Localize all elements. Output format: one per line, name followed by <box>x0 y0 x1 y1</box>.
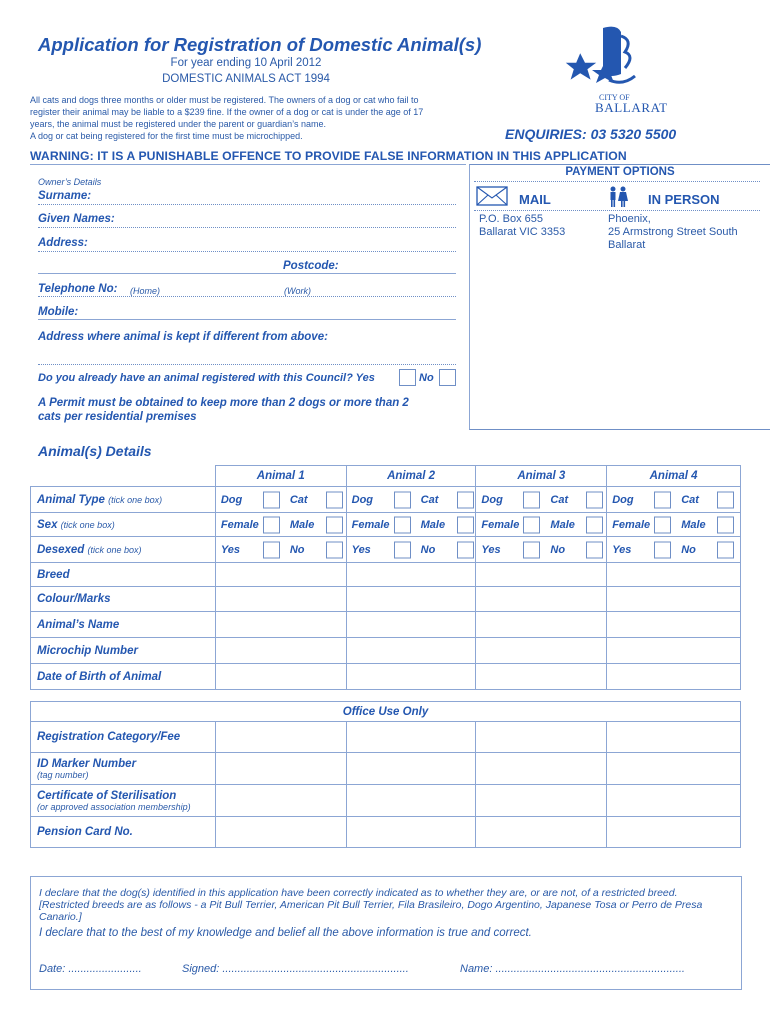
animal-type-option-checkbox[interactable] <box>326 491 343 508</box>
intro-text <box>30 94 480 142</box>
mail-envelope-icon <box>476 186 508 206</box>
colour-marks-field[interactable] <box>346 587 476 612</box>
already-registered-question: Do you already have an animal registered with this Council? Yes <box>38 372 375 384</box>
registered-no-checkbox[interactable] <box>439 369 456 386</box>
colour-marks-field[interactable] <box>607 587 741 612</box>
animal-type-cell <box>607 487 741 513</box>
pension-card-field[interactable] <box>607 817 741 848</box>
animal-type-option-checkbox[interactable] <box>523 491 540 508</box>
sex-option-checkbox[interactable] <box>263 516 280 533</box>
declaration-restricted-breeds <box>39 887 739 923</box>
desexed-option-checkbox[interactable] <box>326 541 343 558</box>
animal-4-header: Animal 4 <box>607 466 741 487</box>
sterilisation-label: Certificate of Sterilisation <box>37 789 177 802</box>
mobile-field[interactable] <box>38 319 456 320</box>
registration-category-field[interactable] <box>346 722 476 753</box>
date-of-birth-label: Date of Birth of Animal <box>31 664 216 690</box>
desexed-option-checkbox[interactable] <box>523 541 540 558</box>
office-use-title: Office Use Only <box>31 702 741 722</box>
animal-type-label: Animal Type <box>37 493 105 506</box>
city-logo <box>565 22 675 118</box>
registered-yes-checkbox[interactable] <box>399 369 416 386</box>
desexed-option-checkbox[interactable] <box>654 541 671 558</box>
animal-type-option-checkbox[interactable] <box>263 491 280 508</box>
payment-title-rule <box>474 181 760 182</box>
sex-label: Sex <box>37 518 58 531</box>
desexed-option-checkbox[interactable] <box>717 541 734 558</box>
date-of-birth-field[interactable] <box>215 664 346 690</box>
animal-type-option-label: Cat <box>681 493 699 506</box>
surname-field[interactable] <box>38 204 456 205</box>
date-of-birth-field[interactable] <box>607 664 741 690</box>
tick-one-hint: (tick one box) <box>60 519 115 530</box>
signed-field[interactable]: Signed: ............................................................. <box>182 963 409 975</box>
logo-city-of: CITY OF <box>599 93 630 102</box>
in-person-people-icon <box>607 186 629 208</box>
pension-card-field[interactable] <box>215 817 346 848</box>
id-marker-field[interactable] <box>346 753 476 785</box>
animal-type-option-label: Cat <box>550 493 569 506</box>
breed-field[interactable] <box>346 563 476 587</box>
sex-option-checkbox[interactable] <box>586 516 603 533</box>
permit-notice-line: cats per residential premises <box>38 411 197 423</box>
id-marker-sub: (tag number) <box>37 769 89 780</box>
animal-1-header: Animal 1 <box>215 466 346 487</box>
sex-cell <box>346 513 476 537</box>
date-field[interactable]: Date: ........................ <box>39 963 142 975</box>
animal-table-corner <box>31 466 216 487</box>
breed-label: Breed <box>31 563 216 587</box>
payment-options-title: PAYMENT OPTIONS <box>565 166 675 178</box>
animal-type-row-label <box>31 487 216 513</box>
mobile-label: Mobile: <box>38 306 79 318</box>
sterilisation-field[interactable] <box>215 785 346 817</box>
animal-type-option-checkbox[interactable] <box>717 491 734 508</box>
animal-type-cell <box>346 487 476 513</box>
registration-category-label: Registration Category/Fee <box>31 722 216 753</box>
desexed-option-checkbox[interactable] <box>457 541 474 558</box>
mail-label: MAIL <box>519 192 551 207</box>
declaration-line: I declare that the dog(s) identified in this application have been correctly indicated as to whether they are, or are not, of a restricted breed. <box>39 887 678 899</box>
desexed-option-label: No <box>289 543 305 556</box>
given-names-label: Given Names: <box>38 213 115 225</box>
intro-line: register their animal may be liable to a $239 fine. If the owner of a dog or cat is under the age of 17 <box>30 107 424 117</box>
breed-field[interactable] <box>607 563 741 587</box>
sex-option-label: Female <box>481 518 520 531</box>
declaration-line: [Restricted breeds are as follows - a Pit Bull Terrier, American Pit Bull Terrier, Fila Brasileiro, Dogo Argentino, Japanese Tosa or Perro de Presa <box>39 899 703 911</box>
animal-type-cell <box>476 487 607 513</box>
animal-type-option-checkbox[interactable] <box>457 491 474 508</box>
tick-one-hint: (tick one box) <box>87 544 142 555</box>
animal-name-field[interactable] <box>607 612 741 638</box>
desexed-cell <box>607 537 741 563</box>
sex-option-checkbox[interactable] <box>523 516 540 533</box>
desexed-label: Desexed <box>37 543 85 556</box>
address-field[interactable] <box>38 251 456 252</box>
sex-row-label <box>31 513 216 537</box>
work-phone-label: (Work) <box>284 286 311 296</box>
sex-option-checkbox[interactable] <box>326 516 343 533</box>
desexed-option-label: Yes <box>220 543 241 556</box>
sex-cell <box>476 513 607 537</box>
animal-name-field[interactable] <box>476 612 607 638</box>
year-ending: For year ending 10 April 2012 <box>170 57 322 69</box>
desexed-option-checkbox[interactable] <box>263 541 280 558</box>
animal-address-label: Address where animal is kept if different from above: <box>38 331 328 343</box>
intro-line: A dog or cat being registered for the first time must be microchipped. <box>30 131 303 141</box>
enquiries-phone: ENQUIRIES: 03 5320 5500 <box>505 126 677 142</box>
sex-option-label: Female <box>351 518 390 531</box>
id-marker-cell <box>31 753 216 785</box>
act-name: DOMESTIC ANIMALS ACT 1994 <box>162 73 330 85</box>
declaration-true-correct: I declare that to the best of my knowledge and belief all the above information is true and correct. <box>39 927 532 939</box>
in-person-address-line: Ballarat <box>608 239 646 251</box>
desexed-option-label: No <box>420 543 436 556</box>
telephone-field[interactable] <box>38 296 456 297</box>
id-marker-field[interactable] <box>215 753 346 785</box>
breed-field[interactable] <box>476 563 607 587</box>
sterilisation-field[interactable] <box>476 785 607 817</box>
breed-field[interactable] <box>215 563 346 587</box>
sterilisation-sub: (or approved association membership) <box>37 801 191 812</box>
intro-line: All cats and dogs three months or older must be registered. The owners of a dog or cat who fail to <box>30 95 419 105</box>
animal-name-field[interactable] <box>215 612 346 638</box>
tick-one-hint: (tick one box) <box>108 494 163 505</box>
sex-option-label: Female <box>612 518 651 531</box>
pension-card-field[interactable] <box>346 817 476 848</box>
animal-type-option-checkbox[interactable] <box>394 491 411 508</box>
logo-ballarat: BALLARAT <box>595 100 668 115</box>
sex-option-checkbox[interactable] <box>394 516 411 533</box>
sex-cell <box>607 513 741 537</box>
desexed-cell <box>476 537 607 563</box>
animal-3-header: Animal 3 <box>476 466 607 487</box>
in-person-address <box>608 213 738 252</box>
id-marker-label: ID Marker Number <box>37 757 137 770</box>
microchip-label: Microchip Number <box>31 638 216 664</box>
given-names-field[interactable] <box>38 227 456 228</box>
desexed-option-checkbox[interactable] <box>394 541 411 558</box>
name-field[interactable]: Name: .............................................................. <box>460 963 685 975</box>
sex-option-label: Male <box>420 518 446 531</box>
animal-details-table <box>30 465 741 690</box>
payment-header-rule <box>474 210 760 211</box>
colour-marks-label: Colour/Marks <box>31 587 216 612</box>
desexed-option-label: No <box>681 543 696 556</box>
animal-name-label: Animal’s Name <box>31 612 216 638</box>
in-person-label: IN PERSON <box>648 192 720 207</box>
sterilisation-cell <box>31 785 216 817</box>
in-person-address-line: 25 Armstrong Street South <box>608 226 738 238</box>
sex-cell <box>215 513 346 537</box>
declaration-line: Canario.] <box>39 911 82 923</box>
date-of-birth-field[interactable] <box>346 664 476 690</box>
sex-option-checkbox[interactable] <box>717 516 734 533</box>
desexed-option-label: No <box>550 543 566 556</box>
desexed-cell <box>215 537 346 563</box>
desexed-row-label <box>31 537 216 563</box>
mail-address <box>479 213 565 239</box>
registration-category-field[interactable] <box>215 722 346 753</box>
animal-type-option-label: Cat <box>289 493 308 506</box>
registration-category-field[interactable] <box>476 722 607 753</box>
permit-notice-line: A Permit must be obtained to keep more than 2 dogs or more than 2 <box>38 397 409 409</box>
intro-line: years, the animal must be registered under the parent or guardian’s name. <box>30 119 327 129</box>
id-marker-field[interactable] <box>607 753 741 785</box>
animal-type-option-checkbox[interactable] <box>586 491 603 508</box>
address-label: Address: <box>38 237 88 249</box>
pension-card-field[interactable] <box>476 817 607 848</box>
office-use-table <box>30 701 741 848</box>
postcode-field[interactable] <box>38 273 456 274</box>
sex-option-checkbox[interactable] <box>654 516 671 533</box>
sterilisation-field[interactable] <box>346 785 476 817</box>
sex-option-label: Male <box>550 518 575 531</box>
id-marker-field[interactable] <box>476 753 607 785</box>
desexed-option-label: Yes <box>481 543 501 556</box>
mail-address-line: P.O. Box 655 <box>479 213 544 225</box>
microchip-field[interactable] <box>607 638 741 664</box>
desexed-option-label: Yes <box>351 543 371 556</box>
animal-details-title: Animal(s) Details <box>38 443 152 459</box>
microchip-field[interactable] <box>476 638 607 664</box>
animal-2-header: Animal 2 <box>346 466 476 487</box>
animal-name-field[interactable] <box>346 612 476 638</box>
date-of-birth-field[interactable] <box>476 664 607 690</box>
animal-type-option-label: Dog <box>612 493 634 506</box>
form-title: Application for Registration of Domestic Animal(s) <box>38 34 482 55</box>
colour-marks-field[interactable] <box>476 587 607 612</box>
animal-type-option-label: Cat <box>420 493 439 506</box>
surname-label: Surname: <box>38 190 92 202</box>
home-phone-label: (Home) <box>130 286 161 296</box>
desexed-cell <box>346 537 476 563</box>
animal-address-field[interactable] <box>38 364 456 365</box>
declaration-box <box>30 876 742 990</box>
desexed-option-checkbox[interactable] <box>586 541 603 558</box>
telephone-label: Telephone No: <box>38 283 118 295</box>
desexed-option-label: Yes <box>612 543 632 556</box>
registration-category-field[interactable] <box>607 722 741 753</box>
sex-option-checkbox[interactable] <box>457 516 474 533</box>
sex-option-label: Female <box>220 518 259 531</box>
colour-marks-field[interactable] <box>215 587 346 612</box>
postcode-label: Postcode: <box>283 260 339 272</box>
sex-option-label: Male <box>289 518 315 531</box>
in-person-address-line: Phoenix, <box>608 213 651 225</box>
animal-type-option-label: Dog <box>481 493 503 506</box>
animal-type-cell <box>215 487 346 513</box>
pension-card-label: Pension Card No. <box>31 817 216 848</box>
warning-banner: WARNING: IT IS A PUNISHABLE OFFENCE TO PROVIDE FALSE INFORMATION IN THIS APPLICATION <box>30 149 627 163</box>
sex-option-label: Male <box>681 518 706 531</box>
mail-address-line: Ballarat VIC 3353 <box>479 226 566 238</box>
microchip-field[interactable] <box>346 638 476 664</box>
animal-type-option-checkbox[interactable] <box>654 491 671 508</box>
animal-type-option-label: Dog <box>220 493 243 506</box>
microchip-field[interactable] <box>215 638 346 664</box>
registered-no-label: No <box>419 372 434 384</box>
sterilisation-field[interactable] <box>607 785 741 817</box>
animal-type-option-label: Dog <box>351 493 374 506</box>
owner-details-label: Owner’s Details <box>38 177 102 187</box>
